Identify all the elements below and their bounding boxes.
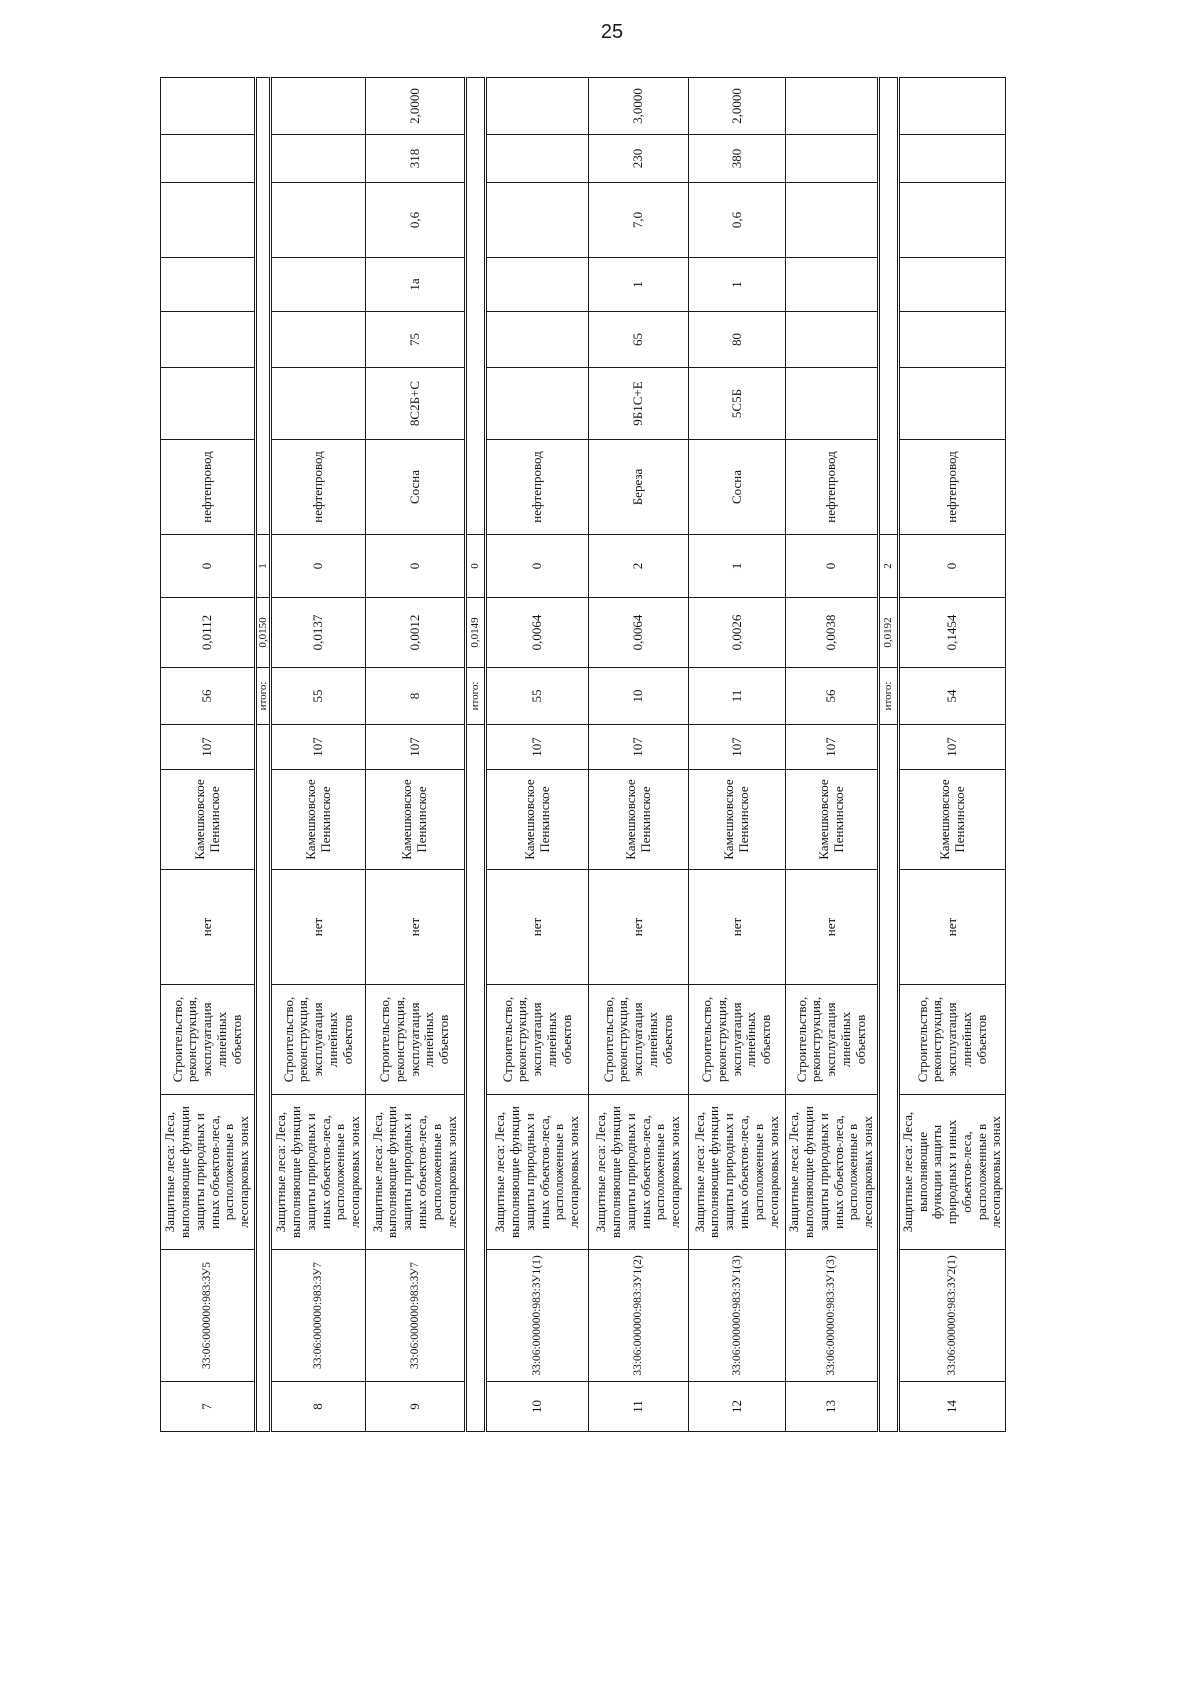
- row-number-cell: 7: [161, 1382, 256, 1432]
- subtotal-spacer-cell: [466, 725, 486, 1432]
- subtotal-count: 0: [466, 535, 486, 598]
- plot-cell: 8: [366, 668, 466, 725]
- age-cell: 65: [589, 312, 689, 368]
- forestry-cell: Камешковское Пенкинское: [161, 770, 256, 870]
- quarter-cell: 107: [899, 725, 1006, 770]
- density-cell: [271, 183, 366, 258]
- rotated-table-sheet: [160, 78, 1005, 1432]
- quarter-cell: 107: [486, 725, 589, 770]
- subtotal-area: 0,0192: [879, 598, 899, 668]
- plot-cell: 56: [786, 668, 879, 725]
- forestry-cell: Камешковское Пенкинское: [786, 770, 879, 870]
- land-use-cell: Строительство, реконструкция, эксплуатация линейных объектов: [486, 985, 589, 1095]
- forestry-cell: Камешковское Пенкинское: [271, 770, 366, 870]
- density-cell: 0,6: [366, 183, 466, 258]
- stock-cell: 318: [366, 135, 466, 183]
- table-row: [271, 78, 366, 1432]
- quantity-cell: 0: [271, 535, 366, 598]
- table-body: [161, 78, 1006, 1432]
- quantity-cell: 0: [486, 535, 589, 598]
- age-cell: 80: [689, 312, 786, 368]
- rate-cell: [786, 78, 879, 135]
- density-cell: [786, 183, 879, 258]
- density-cell: [486, 183, 589, 258]
- area-cell: 0,0112: [161, 598, 256, 668]
- subtotal-spacer-cell: [879, 78, 899, 535]
- restriction-cell: нет: [486, 870, 589, 985]
- plot-cell: 55: [271, 668, 366, 725]
- subtotal-spacer-cell: [256, 78, 271, 535]
- forest-category-cell: Защитные леса: Леса, выполняющие функции защиты природных и иных объектов-леса, расположенные в лесопарковых зонах: [589, 1095, 689, 1250]
- density-cell: [899, 183, 1006, 258]
- quantity-cell: 0: [366, 535, 466, 598]
- forest-category-cell: Защитные леса: Леса, выполняющие функции защиты природных и иных объектов-леса, расположенные в лесопарковых зонах: [899, 1095, 1006, 1250]
- age-cell: [786, 312, 879, 368]
- area-cell: 0,0026: [689, 598, 786, 668]
- age-cell: [486, 312, 589, 368]
- cadastral-number-cell: 33:06:000000:983:ЗУ1(3): [689, 1250, 786, 1382]
- forest-category-cell: Защитные леса: Леса, выполняющие функции защиты природных и иных объектов-леса, расположенные в лесопарковых зонах: [366, 1095, 466, 1250]
- bonitet-cell: 1: [589, 258, 689, 312]
- subtotal-spacer-cell: [256, 725, 271, 1432]
- area-cell: 0,1454: [899, 598, 1006, 668]
- plot-cell: 56: [161, 668, 256, 725]
- forest-category-cell: Защитные леса: Леса, выполняющие функции защиты природных и иных объектов-леса, расположенные в лесопарковых зонах: [271, 1095, 366, 1250]
- composition-cell: 9Б1С+Е: [589, 368, 689, 440]
- age-cell: [899, 312, 1006, 368]
- table-row: [366, 78, 466, 1432]
- rate-cell: 2,0000: [689, 78, 786, 135]
- plot-cell: 10: [589, 668, 689, 725]
- land-use-cell: Строительство, реконструкция, эксплуатация линейных объектов: [161, 985, 256, 1095]
- stock-cell: [786, 135, 879, 183]
- subtotal-row: [879, 78, 899, 1432]
- stock-cell: [271, 135, 366, 183]
- forestry-cell: Камешковское Пенкинское: [486, 770, 589, 870]
- stock-cell: [161, 135, 256, 183]
- subtotal-row: [256, 78, 271, 1432]
- table-row: [486, 78, 589, 1432]
- restriction-cell: нет: [689, 870, 786, 985]
- bonitet-cell: 1а: [366, 258, 466, 312]
- rate-cell: 3,0000: [589, 78, 689, 135]
- age-cell: [161, 312, 256, 368]
- forestry-cell: Камешковское Пенкинское: [366, 770, 466, 870]
- area-cell: 0,0064: [486, 598, 589, 668]
- subtotal-count: 2: [879, 535, 899, 598]
- row-number-cell: 13: [786, 1382, 879, 1432]
- object-species-cell: Береза: [589, 440, 689, 535]
- quantity-cell: 2: [589, 535, 689, 598]
- rate-cell: [271, 78, 366, 135]
- subtotal-area: 0,0149: [466, 598, 486, 668]
- row-number-cell: 10: [486, 1382, 589, 1432]
- object-species-cell: нефтепровод: [786, 440, 879, 535]
- table-row: [161, 78, 256, 1432]
- stock-cell: 230: [589, 135, 689, 183]
- quarter-cell: 107: [271, 725, 366, 770]
- rate-cell: 2,0000: [366, 78, 466, 135]
- object-species-cell: нефтепровод: [486, 440, 589, 535]
- rate-cell: [899, 78, 1006, 135]
- row-number-cell: 8: [271, 1382, 366, 1432]
- bonitet-cell: [786, 258, 879, 312]
- table-row: [786, 78, 879, 1432]
- row-number-cell: 14: [899, 1382, 1006, 1432]
- restriction-cell: нет: [899, 870, 1006, 985]
- cadastral-number-cell: 33:06:000000:983:ЗУ1(2): [589, 1250, 689, 1382]
- cadastral-number-cell: 33:06:000000:983:ЗУ7: [271, 1250, 366, 1382]
- land-use-cell: Строительство, реконструкция, эксплуатация линейных объектов: [689, 985, 786, 1095]
- table-row: [899, 78, 1006, 1432]
- plot-cell: 55: [486, 668, 589, 725]
- quarter-cell: 107: [589, 725, 689, 770]
- object-species-cell: нефтепровод: [899, 440, 1006, 535]
- row-number-cell: 11: [589, 1382, 689, 1432]
- area-cell: 0,0012: [366, 598, 466, 668]
- area-cell: 0,0064: [589, 598, 689, 668]
- restriction-cell: нет: [271, 870, 366, 985]
- object-species-cell: Сосна: [366, 440, 466, 535]
- quantity-cell: 0: [899, 535, 1006, 598]
- quarter-cell: 107: [161, 725, 256, 770]
- rate-cell: [486, 78, 589, 135]
- density-cell: [161, 183, 256, 258]
- bonitet-cell: [899, 258, 1006, 312]
- forest-plots-table: [160, 77, 1006, 1432]
- composition-cell: [486, 368, 589, 440]
- forest-category-cell: Защитные леса: Леса, выполняющие функции защиты природных и иных объектов-леса, расположенные в лесопарковых зонах: [486, 1095, 589, 1250]
- composition-cell: 5С5Б: [689, 368, 786, 440]
- composition-cell: 8С2Б+С: [366, 368, 466, 440]
- object-species-cell: нефтепровод: [161, 440, 256, 535]
- area-cell: 0,0137: [271, 598, 366, 668]
- forestry-cell: Камешковское Пенкинское: [689, 770, 786, 870]
- row-number-cell: 9: [366, 1382, 466, 1432]
- forest-category-cell: Защитные леса: Леса, выполняющие функции защиты природных и иных объектов-леса, расположенные в лесопарковых зонах: [689, 1095, 786, 1250]
- row-number-cell: 12: [689, 1382, 786, 1432]
- quarter-cell: 107: [786, 725, 879, 770]
- forestry-cell: Камешковское Пенкинское: [589, 770, 689, 870]
- land-use-cell: Строительство, реконструкция, эксплуатация линейных объектов: [271, 985, 366, 1095]
- stock-cell: [486, 135, 589, 183]
- plot-cell: 11: [689, 668, 786, 725]
- cadastral-number-cell: 33:06:000000:983:ЗУ7: [366, 1250, 466, 1382]
- forest-category-cell: Защитные леса: Леса, выполняющие функции защиты природных и иных объектов-леса, расположенные в лесопарковых зонах: [161, 1095, 256, 1250]
- cadastral-number-cell: 33:06:000000:983:ЗУ1(3): [786, 1250, 879, 1382]
- stock-cell: 380: [689, 135, 786, 183]
- area-cell: 0,0038: [786, 598, 879, 668]
- quantity-cell: 1: [689, 535, 786, 598]
- land-use-cell: Строительство, реконструкция, эксплуатация линейных объектов: [366, 985, 466, 1095]
- subtotal-count: 1: [256, 535, 271, 598]
- quantity-cell: 0: [161, 535, 256, 598]
- subtotal-label: итого:: [256, 668, 271, 725]
- composition-cell: [161, 368, 256, 440]
- forest-category-cell: Защитные леса: Леса, выполняющие функции защиты природных и иных объектов-леса, расположенные в лесопарковых зонах: [786, 1095, 879, 1250]
- subtotal-spacer-cell: [466, 78, 486, 535]
- composition-cell: [899, 368, 1006, 440]
- restriction-cell: нет: [366, 870, 466, 985]
- subtotal-label: итого:: [879, 668, 899, 725]
- density-cell: 7,0: [589, 183, 689, 258]
- age-cell: [271, 312, 366, 368]
- cadastral-number-cell: 33:06:000000:983:ЗУ2(1): [899, 1250, 1006, 1382]
- restriction-cell: нет: [589, 870, 689, 985]
- bonitet-cell: [161, 258, 256, 312]
- table-row: [689, 78, 786, 1432]
- age-cell: 75: [366, 312, 466, 368]
- plot-cell: 54: [899, 668, 1006, 725]
- table-row: [589, 78, 689, 1432]
- cadastral-number-cell: 33:06:000000:983:ЗУ1(1): [486, 1250, 589, 1382]
- rate-cell: [161, 78, 256, 135]
- composition-cell: [786, 368, 879, 440]
- land-use-cell: Строительство, реконструкция, эксплуатация линейных объектов: [786, 985, 879, 1095]
- quarter-cell: 107: [689, 725, 786, 770]
- subtotal-area: 0,0150: [256, 598, 271, 668]
- restriction-cell: нет: [786, 870, 879, 985]
- subtotal-label: итого:: [466, 668, 486, 725]
- forestry-cell: Камешковское Пенкинское: [899, 770, 1006, 870]
- stock-cell: [899, 135, 1006, 183]
- subtotal-row: [466, 78, 486, 1432]
- page-number: 25: [600, 21, 624, 43]
- composition-cell: [271, 368, 366, 440]
- object-species-cell: нефтепровод: [271, 440, 366, 535]
- land-use-cell: Строительство, реконструкция, эксплуатация линейных объектов: [589, 985, 689, 1095]
- bonitet-cell: 1: [689, 258, 786, 312]
- object-species-cell: Сосна: [689, 440, 786, 535]
- land-use-cell: Строительство, реконструкция, эксплуатация линейных объектов: [899, 985, 1006, 1095]
- bonitet-cell: [486, 258, 589, 312]
- cadastral-number-cell: 33:06:000000:983:ЗУ5: [161, 1250, 256, 1382]
- subtotal-spacer-cell: [879, 725, 899, 1432]
- restriction-cell: нет: [161, 870, 256, 985]
- density-cell: 0,6: [689, 183, 786, 258]
- quantity-cell: 0: [786, 535, 879, 598]
- bonitet-cell: [271, 258, 366, 312]
- quarter-cell: 107: [366, 725, 466, 770]
